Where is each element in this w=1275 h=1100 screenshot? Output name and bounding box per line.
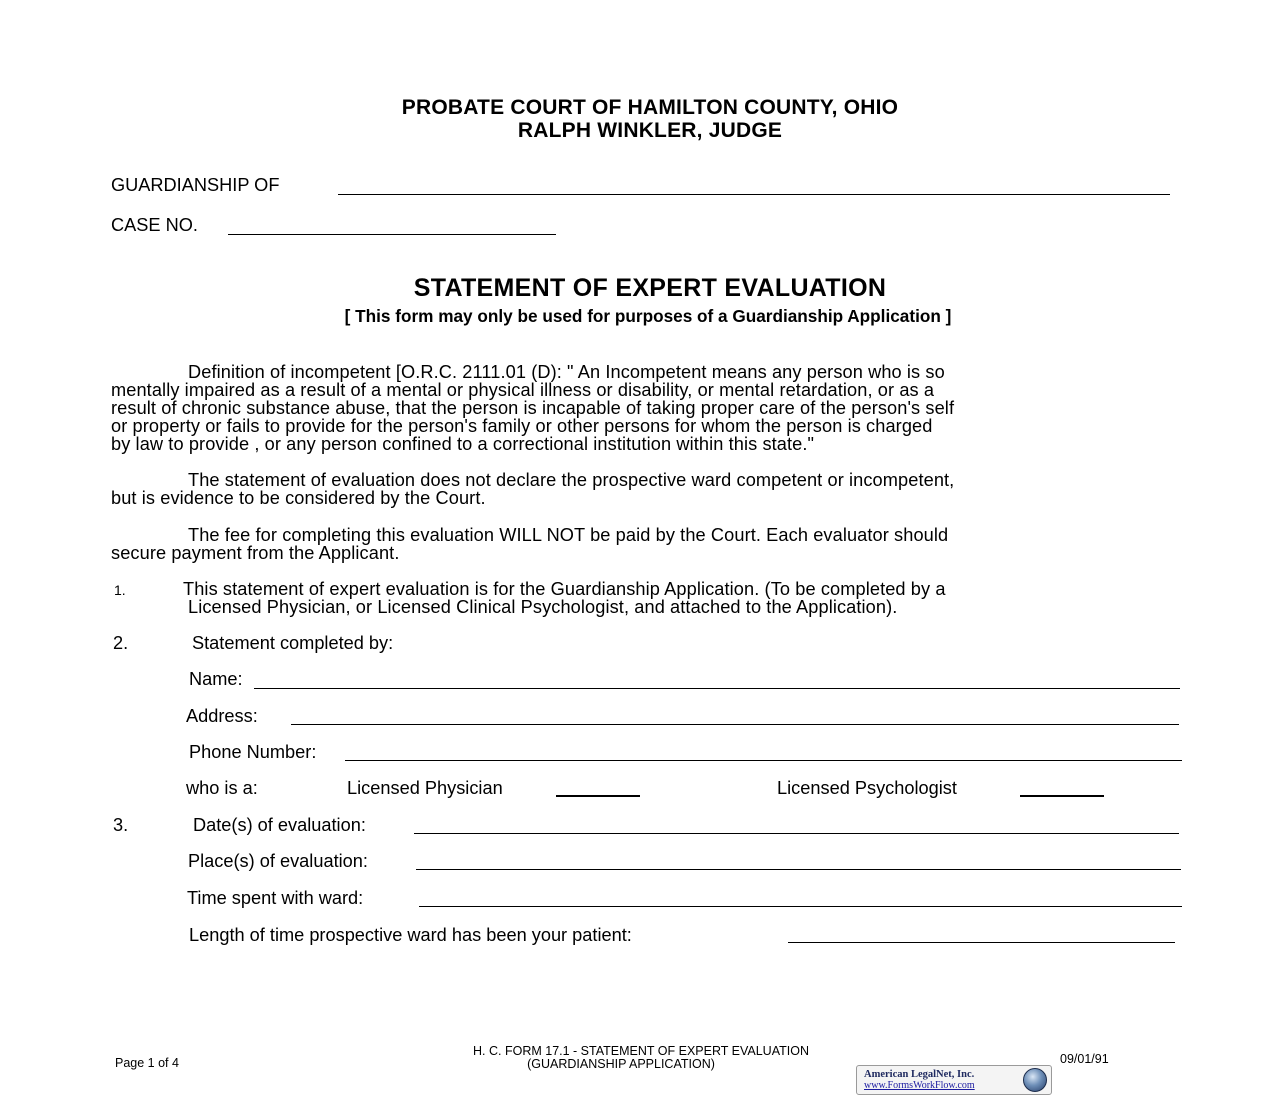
licensed-psychologist-label: Licensed Psychologist: [777, 778, 957, 798]
fee-line: The fee for completing this evaluation WILL NOT be paid by the Court. Each evaluator should: [188, 525, 949, 545]
logo-url-link[interactable]: www.FormsWorkFlow.com: [864, 1080, 975, 1091]
fee-line: secure payment from the Applicant.: [111, 543, 400, 563]
page-number: Page 1 of 4: [115, 1056, 179, 1070]
americanlegalnet-logo[interactable]: [856, 1065, 1052, 1095]
definition-line: Definition of incompetent [O.R.C. 2111.01 (D): " An Incompetent means any person who is so: [188, 362, 945, 382]
address-label: Address:: [186, 706, 258, 726]
form-date: 09/01/91: [1060, 1052, 1109, 1066]
case-number-label: CASE NO.: [111, 215, 198, 235]
court-name: PROBATE COURT OF HAMILTON COUNTY, OHIO: [401, 96, 899, 119]
item-3-number: 3.: [113, 815, 129, 835]
name-label: Name:: [189, 669, 243, 689]
item-2-number: 2.: [113, 633, 129, 653]
who-is-a-label: who is a:: [186, 778, 258, 798]
logo-company-name: American LegalNet, Inc.: [864, 1069, 975, 1080]
definition-line: by law to provide , or any person confined to a correctional institution within this state.": [111, 434, 815, 454]
form-subtitle: [ This form may only be used for purposes of a Guardianship Application ]: [344, 306, 952, 326]
item-1-line: Licensed Physician, or Licensed Clinical Psychologist, and attached to the Application).: [188, 597, 898, 617]
places-of-evaluation-label: Place(s) of evaluation:: [188, 851, 368, 871]
case-number-field[interactable]: [228, 234, 556, 235]
form-number: H. C. FORM 17.1 - STATEMENT OF EXPERT EVALUATION: [473, 1044, 809, 1058]
name-field[interactable]: [254, 688, 1180, 689]
places-of-evaluation-field[interactable]: [416, 869, 1181, 870]
evaluation-line: but is evidence to be considered by the Court.: [111, 488, 486, 508]
licensed-physician-checkbox[interactable]: [556, 795, 640, 797]
judge-name: RALPH WINKLER, JUDGE: [517, 119, 783, 142]
phone-number-field[interactable]: [345, 760, 1182, 761]
item-1-line: This statement of expert evaluation is for the Guardianship Application. (To be completed by a: [183, 579, 946, 599]
patient-length-label: Length of time prospective ward has been your patient:: [189, 925, 632, 945]
licensed-psychologist-checkbox[interactable]: [1020, 795, 1104, 797]
item-1-number: 1.: [114, 582, 126, 598]
evaluation-line: The statement of evaluation does not declare the prospective ward competent or incompetent,: [188, 470, 955, 490]
form-subname: (GUARDIANSHIP APPLICATION): [527, 1057, 715, 1071]
patient-length-field[interactable]: [788, 942, 1175, 943]
time-spent-label: Time spent with ward:: [187, 888, 364, 908]
globe-icon: [1023, 1068, 1047, 1092]
licensed-physician-label: Licensed Physician: [347, 778, 503, 798]
dates-of-evaluation-label: Date(s) of evaluation:: [193, 815, 366, 835]
phone-number-label: Phone Number:: [189, 742, 317, 762]
definition-line: mentally impaired as a result of a mental or physical illness or disability, or mental retardation, or as a: [111, 380, 935, 400]
definition-line: result of chronic substance abuse, that the person is incapable of taking proper care of the person's self: [111, 398, 955, 418]
guardianship-field[interactable]: [338, 194, 1170, 195]
definition-line: or property or fails to provide for the person's family or other persons for whom the person is charged: [111, 416, 933, 436]
guardianship-label: GUARDIANSHIP OF: [111, 175, 280, 195]
dates-of-evaluation-field[interactable]: [414, 833, 1179, 834]
statement-completed-by-label: Statement completed by:: [192, 633, 394, 653]
time-spent-field[interactable]: [419, 906, 1182, 907]
address-field[interactable]: [291, 724, 1179, 725]
form-title: STATEMENT OF EXPERT EVALUATION: [413, 274, 887, 302]
